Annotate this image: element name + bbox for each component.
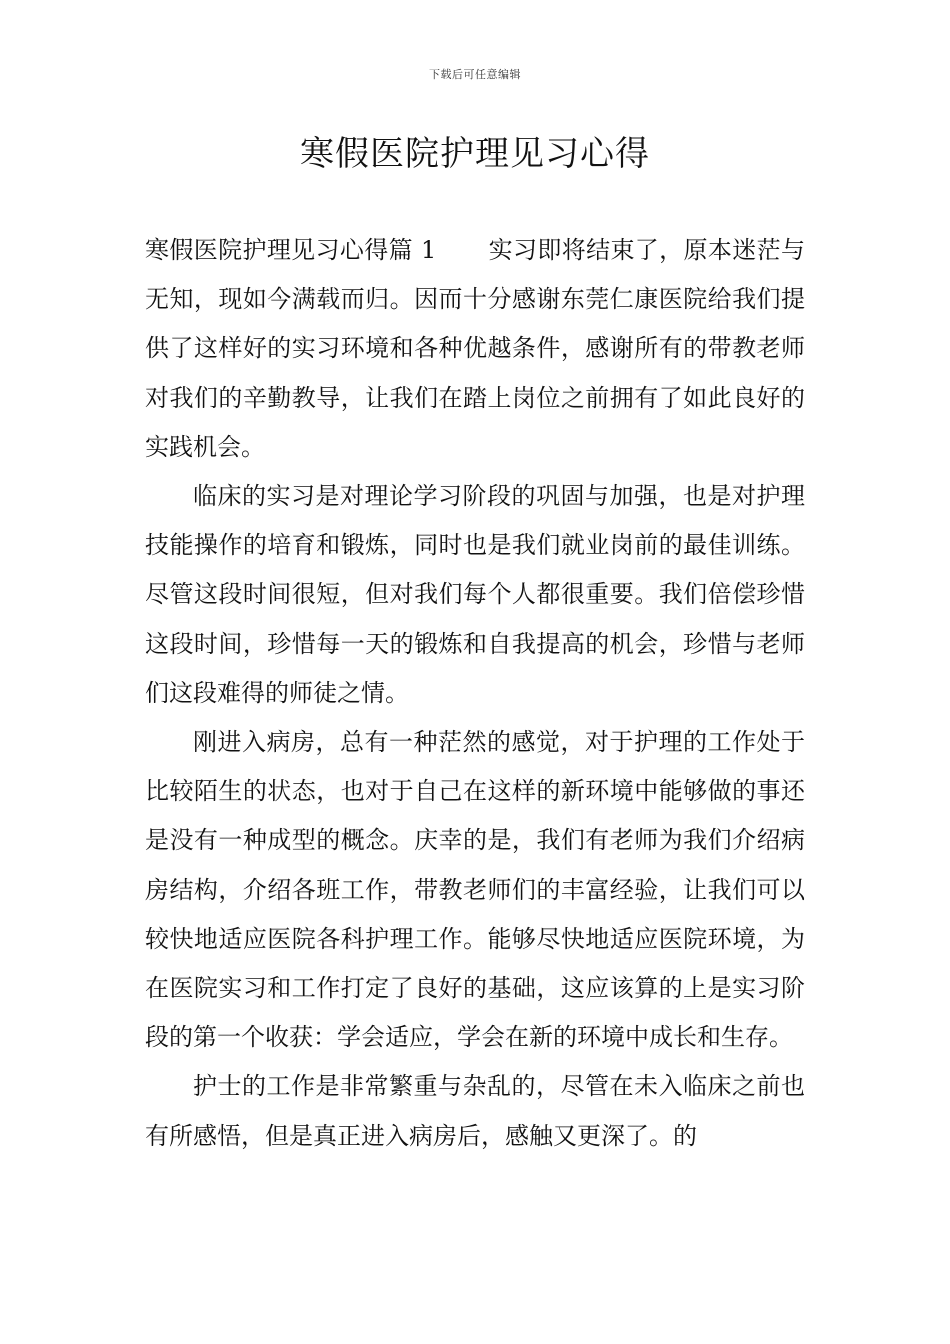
paragraph-2: 临床的实习是对理论学习阶段的巩固与加强，也是对护理技能操作的培育和锻炼，同时也是我们就业岗前的最佳训练。尽管这段时间很短，但对我们每个人都很重要。我们倍偿珍惜这段时间，珍惜每一天的锻炼和自我提高的机会，珍惜与老师们这段难得的师徒之情。 [145, 482, 805, 707]
paragraph-1 [145, 226, 805, 472]
paragraph-3: 刚进入病房，总有一种茫然的感觉，对于护理的工作处于比较陌生的状态，也对于自己在这样的新环境中能够做的事还是没有一种成型的概念。庆幸的是，我们有老师为我们介绍病房结构，介绍各班工作，带教老师们的丰富经验，让我们可以较快地适应医院各科护理工作。能够尽快地适应医院环境，为在医院实习和工作打定了良好的基础，这应该算的上是实习阶段的第一个收获：学会适应，学会在新的环境中成长和生存。 [145, 728, 805, 1052]
paragraph-1-text: 实习即将结束了，原本迷茫与无知，现如今满载而归。因而十分感谢东莞仁康医院给我们提供了这样好的实习环境和各种优越条件，感谢所有的带教老师对我们的辛勤教导，让我们在踏上岗位之前拥有了如此良好的实践机会。 [145, 236, 805, 461]
paragraph-1-lead: 寒假医院护理见习心得篇 1 [145, 236, 437, 264]
document-title: 寒假医院护理见习心得 [300, 134, 650, 174]
document-body [145, 226, 805, 1161]
header-note: 下载后可任意编辑 [429, 68, 521, 81]
paragraph-4: 护士的工作是非常繁重与杂乱的，尽管在未入临床之前也有所感悟，但是真正进入病房后，感触又更深了。的 [145, 1072, 805, 1150]
